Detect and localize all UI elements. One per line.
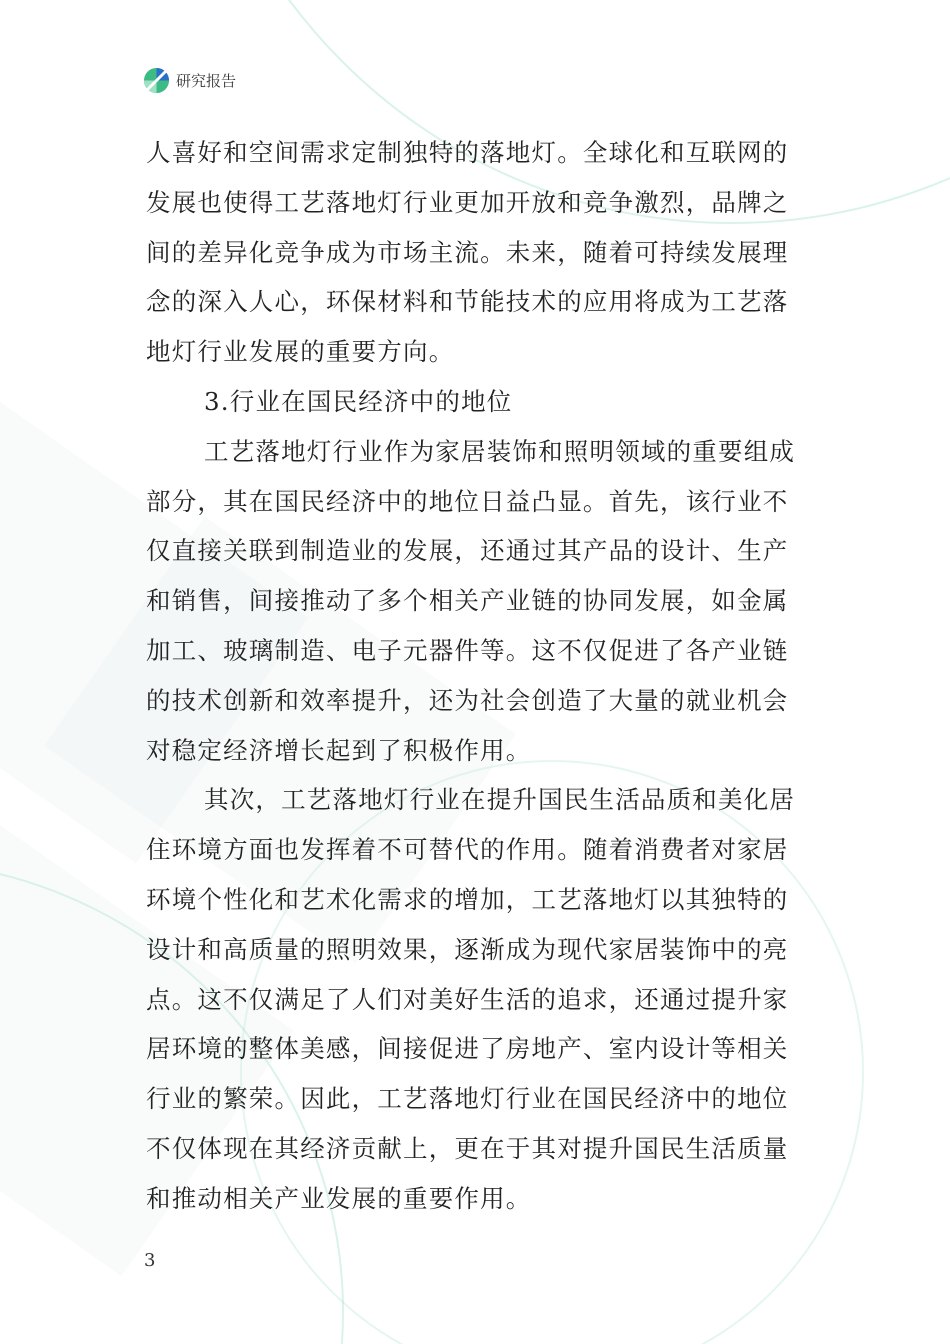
page-header [143,67,236,94]
paragraph: 工艺落地灯行业作为家居装饰和照明领域的重要组成部分，其在国民经济中的地位日益凸显。首先，该行业不仅直接关联到制造业的发展，还通过其产品的设计、生产和销售，间接推动了多个相关产业链的协同发展，如金属加工、玻璃制造、电子元器件等。这不仅促进了各产业链的技术创新和效率提升，还为社会创造了大量的就业机会对稳定经济增长起到了积极作用。 [146,436,796,765]
report-logo-icon [143,67,170,94]
paragraph-continued: 人喜好和空间需求定制独特的落地灯。全球化和互联网的发展也使得工艺落地灯行业更加开放和竞争激烈，品牌之间的差异化竞争成为市场主流。未来，随着可持续发展理念的深入人心，环保材料和节能技术的应用将成为工艺落地灯行业发展的重要方向。 [146,138,789,367]
page-number: 3 [144,1250,156,1271]
paragraph: 其次，工艺落地灯行业在提升国民生活品质和美化居住环境方面也发挥着不可替代的作用。随着消费者对家居环境个性化和艺术化需求的增加，工艺落地灯以其独特的设计和高质量的照明效果，逐渐成为现代家居装饰中的亮点。这不仅满足了人们对美好生活的追求，还通过提升家居环境的整体美感，间接促进了房地产、室内设计等相关行业的繁荣。因此，工艺落地灯行业在国民经济中的地位不仅体现在其经济贡献上，更在于其对提升国民生活质量和推动相关产业发展的重要作用。 [146,785,796,1213]
section-heading: 3.行业在国民经济中的地位 [204,386,513,416]
document-body [146,128,806,1224]
header-title: 研究报告 [176,72,237,90]
